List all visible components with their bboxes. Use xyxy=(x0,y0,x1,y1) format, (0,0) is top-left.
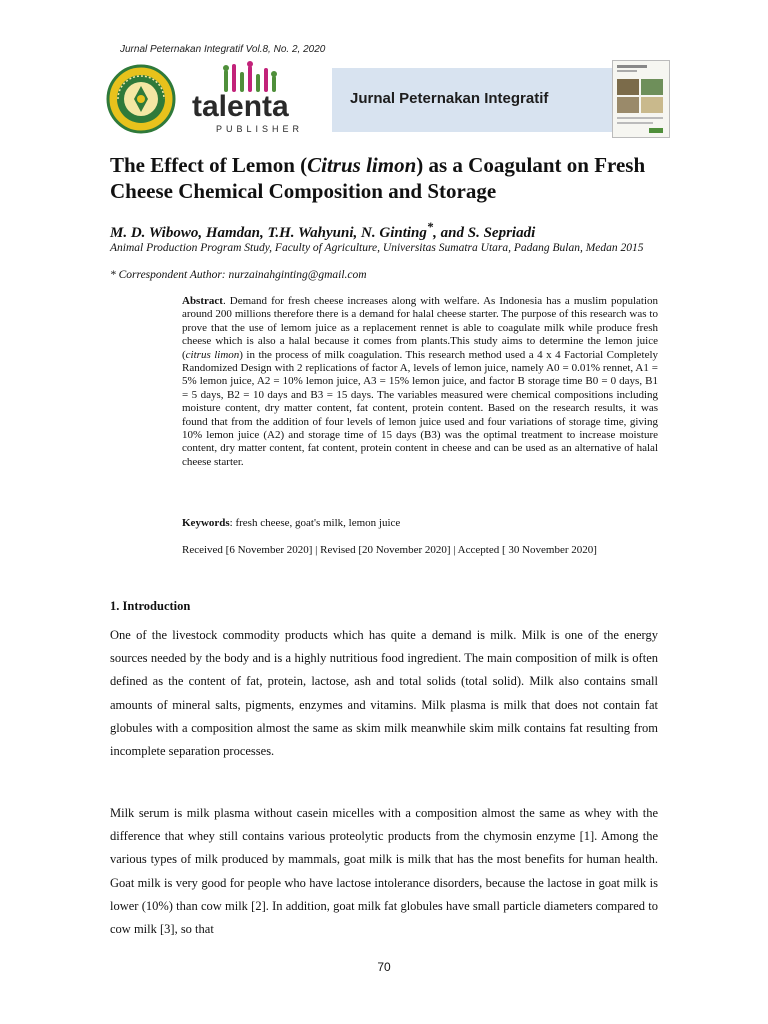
section-heading: 1. Introduction xyxy=(110,599,191,613)
running-header: Jurnal Peternakan Integratif Vol.8, No. 2, 2020 xyxy=(120,44,326,55)
journal-title-box xyxy=(332,68,612,132)
author-affiliation: Animal Production Program Study, Faculty of Agriculture, Universitas Sumatra Utara, Padang Bulan, Medan 2015 xyxy=(110,242,644,254)
page-number: 70 xyxy=(377,960,391,974)
journal-banner xyxy=(106,60,666,138)
submission-dates: Received [6 November 2020] | Revised [20 November 2020] | Accepted [ 30 November 2020] xyxy=(182,544,597,556)
university-seal-icon xyxy=(106,64,176,134)
keywords-line: Keywords: fresh cheese, goat's milk, lemon juice xyxy=(182,517,401,529)
corresponding-mark: * xyxy=(426,220,434,234)
abstract-block: Abstract. Demand for fresh cheese increases along with welfare. As Indonesia has a muslim population around 200 millions therefore there is a demand for halal cheese starter. The purpose of this research was to prove that the use of lemom juice as a replacement rennet is able to coagulate milk while produce fresh cheese which is also a halal because it comes from plants.This study aims to determine the lemon juice (citrus limon) in the process of milk coagulation. This research method used a 4 x 4 Factorial Completely Randomized Design with 2 replications of factor A, levels of lemon juice, namely A0 = 0.01% rennet, A1 = 5% lemon juice, A2 = 10% lemon juice, A3 = 15% lemon juice, and factor B storage time B0 = 0 days, B1 = 5 days, B2 = 10 days and B3 = 15 days. The variables measured were chemical compositions including moisture content, dry matter content, fat content, protein content. Based on the research results, it was found that from the addition of four levels of lemon juice used and four variations of storage time, giving 10% lemon juice (A2) and storage time of 15 days (B3) was the optimal treatment to increase moisture content, dry matter content, fat content, protein content in cheese and can be used as an alternative of halal cheese starter. xyxy=(182,295,659,468)
journal-cover-thumbnail xyxy=(612,60,670,138)
body-paragraph-1: One of the livestock commodity products which has quite a demand is milk. Milk is one of the energy sources needed by the body and is a highly nutritious food ingredient. The main composition of milk is often defined as the content of fat, protein, lactose, ash and total solids (total solid). Milk also contains small amounts of mineral salts, pigments, enzymes and vitamins. Milk plasma is milk that does not contain fat globules with a composition almost the same as skim milk meanwhile skim milk contains fat resulting from incomplete separation processes. xyxy=(110,628,658,759)
article-title: The Effect of Lemon (Citrus limon) as a Coagulant on Fresh Cheese Chemical Composition and Storage xyxy=(110,153,646,203)
journal-title: Jurnal Peternakan Integratif xyxy=(350,90,549,107)
author-list: M. D. Wibowo, Hamdan, T.H. Wahyuni, N. Ginting*, and S. Sepriadi xyxy=(110,220,536,241)
publisher-subtitle: PUBLISHER xyxy=(216,124,304,134)
cover-thumbnail-image xyxy=(613,61,669,137)
body-paragraph-2: Milk serum is milk plasma without casein micelles with a composition almost the same as whey with the difference that whey still contains various proteolytic products from the chymosin enzyme [1]. Among the various types of milk produced by mammals, goat milk is milk that has the most benefits for human health. Goat milk is very good for people who have lactose intolerance disorders, because the lactose in goat milk is lower (10%) than cow milk [2]. In addition, goat milk fat globules have small particle diameters compared to cow milk [3], so that xyxy=(110,806,658,937)
correspondent-author: * Correspondent Author: nurzainahginting@gmail.com xyxy=(110,269,367,281)
keywords-label: Keywords xyxy=(182,517,230,529)
abstract-label: Abstract xyxy=(182,295,223,307)
talenta-wordmark: talenta xyxy=(192,90,289,123)
